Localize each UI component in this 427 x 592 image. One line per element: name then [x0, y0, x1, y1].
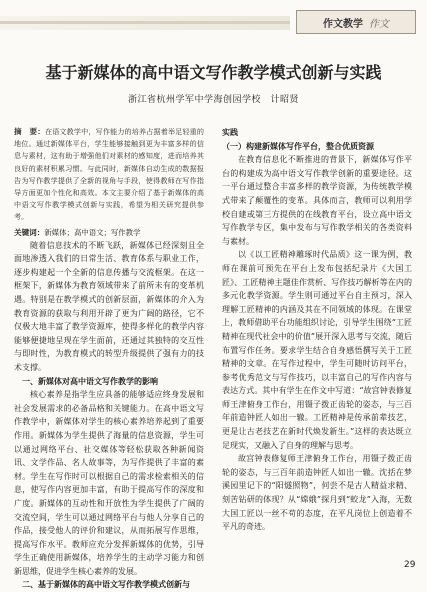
section-label: 作文教学 [323, 18, 363, 30]
keywords [14, 227, 204, 239]
heading-1: 一、新媒体对高中语文写作教学的影响 [22, 376, 158, 386]
right-paragraph-3: 故宫钟表修复师王津俯身工作台，用镊子拨正齿轮的姿态，与三百年前造钟匠人如出一辙。沈括在梦溪园里记下的“阳燧照物”，何尝不是古人精益求精、刻苦钻研的体现？从“嫦娥”探月到“蛟龙”入海，无数大国工匠以一丝不苟的态度，在平凡岗位上创造着不平凡的奇迹。 [222, 454, 412, 532]
left-column [14, 126, 204, 592]
abstract-label: 摘 要： [14, 127, 45, 136]
article-title: 基于新媒体的高中语文写作教学模式创新与实践 [45, 63, 382, 82]
heading-2-continued: 实践 [222, 127, 238, 137]
section-1-paragraph: 核心素养是指学生应具备的能够适应终身发展和社会发展需求的必备品格和关键能力。在高中语文写作教学中，新媒体对学生的核心素养培养起到了重要作用。新媒体为学生提供了海量的信息资源，学生可以通过网络平台、社交媒体等轻松获取各种新闻资讯、文学作品、名人故事等，为写作提供了丰富的素材。学生在写作时可以根据自己的需求检索相关的信息，使写作内容更加丰富，有助于提高写作的深度和广度。新媒体的互动性和开放性为学生提供了广阔的交流空间，学生可以通过网络平台与他人分享自己的作品，接受他人的评价和建议，从而拓展写作思维，提高写作水平。教师应充分发挥新媒体的优势，引导学生正确使用新媒体，培养学生的主动学习能力和创新思维，促进学生核心素养的发展。 [14, 390, 204, 576]
right-paragraph-2: 以《以工匠精神雕琢时代品质》这一课为例，教师在课前可预先在平台上发布包括纪录片《大国工匠》、工匠精神主题佳作赏析、写作技巧解析等在内的多元化教学资源。学生则可通过平台自主预习，深入理解工匠精神的内涵及其在不同领域的体现。在课堂上，教师借助平台功能组织讨论，引导学生围绕“工匠精神在现代社会中的价值”展开深入思考与交流，随后布置写作任务。要求学生结合自身感悟撰写关于工匠精神的文章。在写作过程中，学生可随时访问平台，参考优秀范文与写作技巧，以丰富自己的写作内容与表达方式。其中有学生在作文中写道：“故宫钟表修复师王津俯身工作台，用镊子拨正齿轮的姿态，与三百年前造钟匠人如出一辙。工匠精神是传承前辈技艺，更是让古老技艺在新时代焕发新生。”这样的表达既立足现实，又融入了自身的理解与思考。 [222, 250, 412, 450]
right-column [222, 126, 412, 534]
section-label-script: 作文 [369, 18, 389, 30]
keywords-text: 新媒体；高中语文；写作教学 [44, 227, 141, 237]
subheading-1: （一）构建新媒体写作平台，整合优质资源 [222, 140, 374, 151]
abstract [14, 126, 204, 224]
header-decorative-band [0, 16, 290, 30]
abstract-text: 在语文教学中，写作能力的培养占据着举足轻重的地位。通过新媒体平台，学生能够接触到更为丰富多样的信息与素材，这有助于增强他们对素材的感知度，进而培养其良好的素材积累习惯。与此同时，新媒体自动生成的数据报告为写作教学提供了全新的视角与手段，使得教师在写作指导方面更加个性化和高效。本文主要介绍了基于新媒体的高中语文写作教学模式创新与实践，希望为相关研究提供参考。 [14, 127, 205, 222]
page-number: 29 [404, 560, 416, 570]
section-tag [296, 10, 416, 34]
heading-2: 二、基于新媒体的高中语文写作教学模式创新与 [22, 580, 190, 590]
header-stripe [0, 21, 290, 24]
keywords-label: 关键词： [14, 227, 45, 237]
right-paragraph-1: 在教育信息化不断推进的背景下，新媒体写作平台的构建成为高中语文写作教学创新的重要途径。这一平台通过整合丰富多样的教学资源，为传统教学模式带来了颠覆性的变革。具体而言，教师可以利用学校自建或第三方提供的在线教育平台，设立高中语文写作教学专区，集中发布与写作教学相关的各类资料与素材。 [222, 155, 412, 246]
article-author: 浙江省杭州学军中学海创园学校 计昭贤 [127, 95, 299, 105]
header-band [0, 0, 427, 44]
intro-paragraph: 随着信息技术的不断飞跃，新媒体已经深刻且全面地渗透入我们的日常生活、教育体系与职业工作，逐步构建起一个全新的信息传播与交流框架。在这一框架下，新媒体为教育领域带来了前所未有的变革机遇。特别是在教学模式的创新层面，新媒体的介入为教育资源的获取与利用开辟了更为广阔的路径，它不仅极大地丰富了教学资源库，使得多样化的教学内容能够便捷地呈现在学生面前，还通过其独特的交互性与即时性，为教育模式的转型升级提供了强有力的技术支撑。 [14, 240, 204, 372]
